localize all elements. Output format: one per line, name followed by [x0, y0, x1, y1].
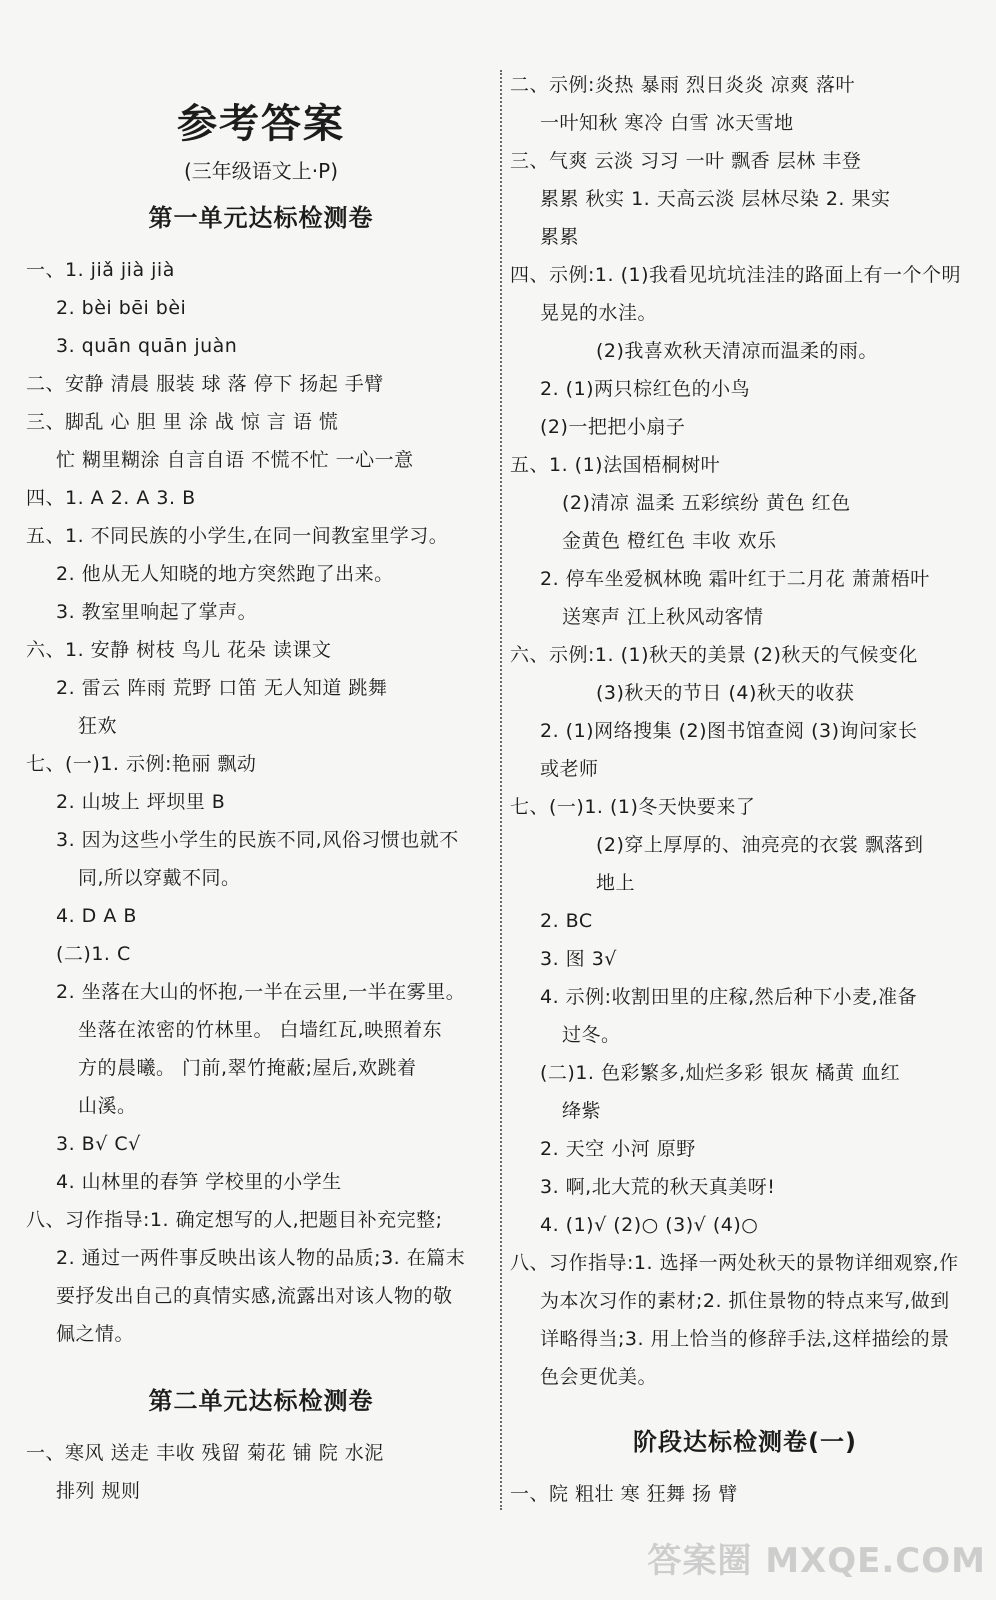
answer-line: 一、1. jiǎ jià jià [26, 259, 175, 281]
answer-line: 2. 坐落在大山的怀抱,一半在云里,一半在雾里。 [56, 981, 466, 1003]
answer-line: 五、1. 不同民族的小学生,在同一间教室里学习。 [26, 525, 449, 547]
answer-line: 八、习作指导:1. 选择一两处秋天的景物详细观察,作 [510, 1252, 959, 1274]
unit2-answers [26, 1434, 496, 1510]
answer-line: 累累 [540, 226, 580, 248]
answer-line: (2)穿上厚厚的、油亮亮的衣裳 飘落到 [596, 834, 924, 856]
answer-line: 2. 雷云 阵雨 荒野 口笛 无人知道 跳舞 [56, 677, 388, 699]
answer-line: 送寒声 江上秋风动客情 [562, 606, 764, 628]
answer-line: (2)我喜欢秋天清凉而温柔的雨。 [596, 340, 878, 362]
answer-line: 忙 糊里糊涂 自言自语 不慌不忙 一心一意 [56, 449, 414, 471]
answer-line: (二)1. C [56, 943, 131, 965]
answer-line: 2. 停车坐爱枫林晚 霜叶红于二月花 萧萧梧叶 [540, 568, 930, 590]
answer-line: 三、气爽 云淡 习习 一叶 飘香 层林 丰登 [510, 150, 862, 172]
answer-line: 2. 他从无人知晓的地方突然跑了出来。 [56, 563, 394, 585]
answer-line: 七、(一)1. 示例:艳丽 飘动 [26, 753, 257, 775]
answer-line: 佩之情。 [56, 1323, 135, 1345]
answer-line: 狂欢 [78, 715, 118, 737]
answer-line: 3. B√ C√ [56, 1133, 141, 1155]
answer-line: (二)1. 色彩繁多,灿烂多彩 银灰 橘黄 血红 [540, 1062, 901, 1084]
answer-line: (2)清凉 温柔 五彩缤纷 黄色 红色 [562, 492, 851, 514]
answer-line: 绛紫 [562, 1100, 602, 1122]
answer-line: 4. 示例:收割田里的庄稼,然后种下小麦,准备 [540, 986, 918, 1008]
answer-line: 四、示例:1. (1)我看见坑坑洼洼的路面上有一个个明 [510, 264, 961, 286]
answer-line: 2. 山坡上 坪坝里 B [56, 791, 226, 813]
answer-line: 七、(一)1. (1)冬天快要来了 [510, 796, 756, 818]
answer-line: 一、寒风 送走 丰收 残留 菊花 铺 院 水泥 [26, 1442, 384, 1464]
answer-line: 三、脚乱 心 胆 里 涂 战 惊 言 语 慌 [26, 411, 339, 433]
answer-line: 四、1. A 2. A 3. B [26, 487, 196, 509]
answer-line: 六、示例:1. (1)秋天的美景 (2)秋天的气候变化 [510, 644, 918, 666]
answer-line: 六、1. 安静 树枝 鸟儿 花朵 读课文 [26, 639, 332, 661]
answer-line: 或老师 [540, 758, 599, 780]
right-column [510, 66, 980, 1513]
answer-line: 2. BC [540, 910, 593, 932]
answer-line: 方的晨曦。 门前,翠竹掩蔽;屋后,欢跳着 [78, 1057, 417, 1079]
answer-line: 3. 因为这些小学生的民族不同,风俗习惯也就不 [56, 829, 459, 851]
section-title-unit1: 第一单元达标检测卷 [148, 204, 374, 232]
answer-line: 地上 [596, 872, 636, 894]
answer-line: 一、院 粗壮 寒 狂舞 扬 臂 [510, 1483, 738, 1505]
answer-line: 五、1. (1)法国梧桐树叶 [510, 454, 721, 476]
stage1-answers [510, 1475, 980, 1513]
answer-line: 为本次习作的素材;2. 抓住景物的特点来写,做到 [540, 1290, 950, 1312]
answer-line: 3. 啊,北大荒的秋天真美呀! [540, 1176, 776, 1198]
answer-line: 同,所以穿戴不同。 [78, 867, 241, 889]
answer-line: 3. quān quān juàn [56, 335, 238, 357]
answer-line: 二、示例:炎热 暴雨 烈日炎炎 凉爽 落叶 [510, 74, 856, 96]
answer-line: 一叶知秋 寒冷 白雪 冰天雪地 [540, 112, 794, 134]
unit1-answers [26, 251, 496, 1353]
answer-line: (2)一把把小扇子 [540, 416, 686, 438]
watermark-logo: 答案圈 MXQE.COM [647, 1541, 986, 1581]
answer-line: 4. 山林里的春笋 学校里的小学生 [56, 1171, 342, 1193]
answer-line: 2. 天空 小河 原野 [540, 1138, 696, 1160]
unit1-answers-continued [510, 66, 980, 1396]
section-title-unit2: 第二单元达标检测卷 [148, 1387, 374, 1415]
answer-line: 2. 通过一两件事反映出该人物的品质;3. 在篇末 [56, 1247, 466, 1269]
answer-line: 排列 规则 [56, 1480, 141, 1502]
page-title: 参考答案 [177, 100, 345, 147]
answer-line: 坐落在浓密的竹林里。 白墙红瓦,映照着东 [78, 1019, 443, 1041]
answer-line: 2. (1)网络搜集 (2)图书馆查阅 (3)询问家长 [540, 720, 918, 742]
answer-line: 山溪。 [78, 1095, 137, 1117]
answer-line: 要抒发出自己的真情实感,流露出对该人物的敬 [56, 1285, 453, 1307]
column-divider [500, 70, 502, 1510]
answer-line: 二、安静 清晨 服装 球 落 停下 扬起 手臂 [26, 373, 384, 395]
section-title-stage1: 阶段达标检测卷(一) [633, 1428, 857, 1456]
answer-line: 4. (1)√ (2)○ (3)√ (4)○ [540, 1214, 759, 1236]
left-column [26, 62, 496, 1510]
answer-line: 晃晃的水洼。 [540, 302, 658, 324]
answer-line: 八、习作指导:1. 确定想写的人,把题目补充完整; [26, 1209, 443, 1231]
answer-line: 金黄色 橙红色 丰收 欢乐 [562, 530, 777, 552]
answer-line: 详略得当;3. 用上恰当的修辞手法,这样描绘的景 [540, 1328, 950, 1350]
answer-line: 2. (1)两只棕红色的小鸟 [540, 378, 751, 400]
answer-line: 过冬。 [562, 1024, 621, 1046]
answer-line: 3. 教室里响起了掌声。 [56, 601, 258, 623]
answer-line: (3)秋天的节日 (4)秋天的收获 [596, 682, 855, 704]
answer-line: 3. 图 3√ [540, 948, 617, 970]
answer-line: 2. bèi bēi bèi [56, 297, 187, 319]
answer-line: 色会更优美。 [540, 1366, 658, 1388]
answer-line: 4. D A B [56, 905, 137, 927]
answer-line: 累累 秋实 1. 天高云淡 层林尽染 2. 果实 [540, 188, 891, 210]
page-subtitle: (三年级语文上·P) [183, 159, 339, 183]
